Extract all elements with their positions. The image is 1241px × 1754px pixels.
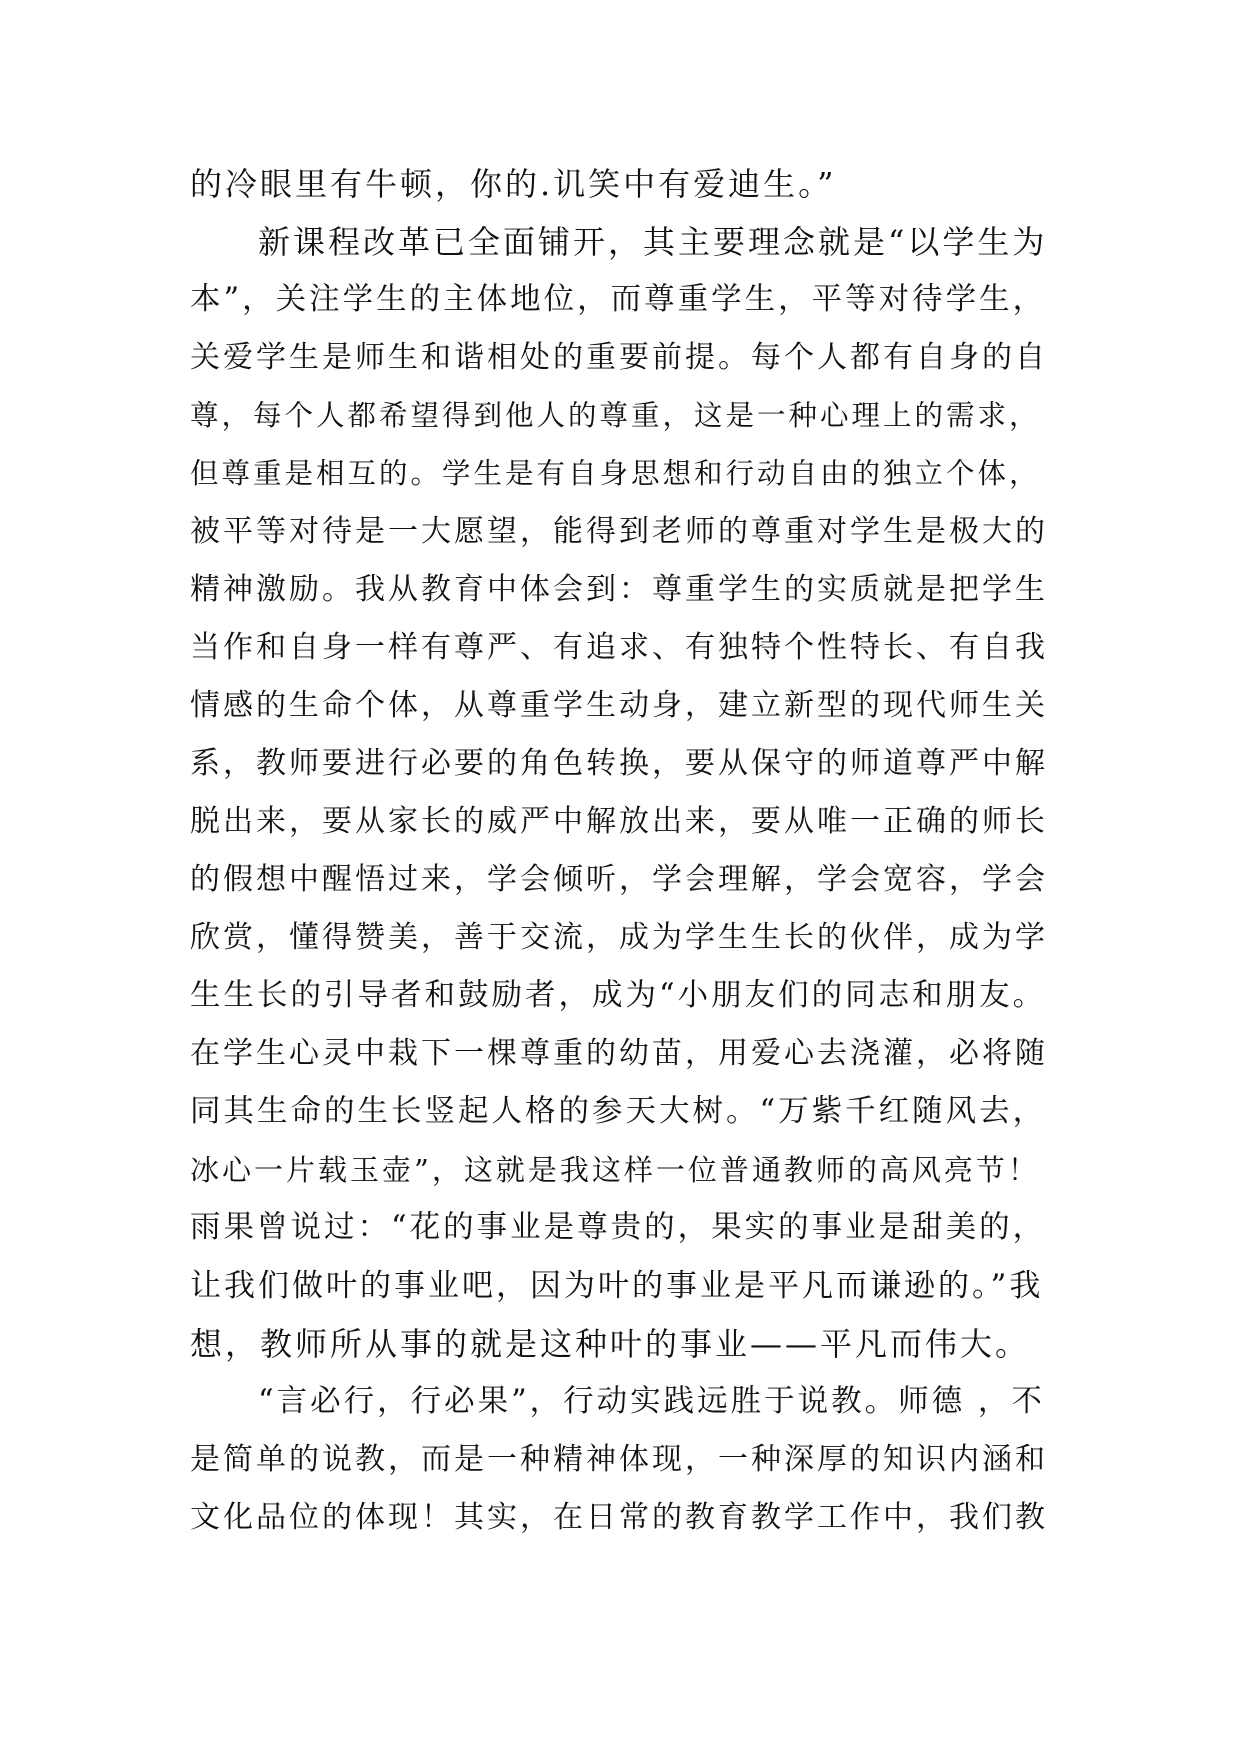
text-line: 是简单的说教，而是一种精神体现，一种深厚的知识内涵和 xyxy=(190,1442,1048,1477)
text-line: 同其生命的生长竖起人格的参天大树。“万紫千红随风去， xyxy=(190,1094,1047,1129)
text-line: 本”，关注学生的主体地位，而尊重学生，平等对待学生， xyxy=(190,282,1047,317)
text-line: 精神激励。我从教育中体会到：尊重学生的实质就是把学生 xyxy=(190,572,1048,607)
text-line: 在学生心灵中栽下一棵尊重的幼苗，用爱心去浇灌，必将随 xyxy=(190,1036,1048,1071)
paragraph-start-line: 新课程改革已全面铺开，其主要理念就是“以学生为 xyxy=(258,223,1048,261)
text-line: 尊，每个人都希望得到他人的尊重，这是一种心理上的需求， xyxy=(190,399,1041,432)
text-line: 情感的生命个体，从尊重学生动身，建立新型的现代师生关 xyxy=(190,688,1048,723)
text-line: 让我们做叶的事业吧，因为叶的事业是平凡而谦逊的。”我 xyxy=(190,1268,1044,1304)
text-line: 的假想中醒悟过来，学会倾听，学会理解，学会宽容，学会 xyxy=(190,862,1048,897)
text-line: 想，教师所从事的就是这种叶的事业——平凡而伟大。 xyxy=(190,1325,1031,1363)
text-line: 冰心一片载玉壶”，这就是我这样一位普通教师的高风亮节！ xyxy=(190,1153,1040,1187)
paragraph-start-line: “言必行，行必果”，行动实践远胜于说教。师德 ，不 xyxy=(258,1384,1045,1419)
text-line: 关爱学生是师生和谐相处的重要前提。每个人都有自身的自 xyxy=(190,340,1048,375)
text-line: 被平等对待是一大愿望，能得到老师的尊重对学生是极大的 xyxy=(190,514,1048,549)
text-line: 脱出来，要从家长的威严中解放出来，要从唯一正确的师长 xyxy=(190,804,1048,839)
text-line: 雨果曾说过：“花的事业是尊贵的，果实的事业是甜美的， xyxy=(190,1210,1047,1245)
text-line: 的冷眼里有牛顿，你的.讥笑中有爱迪生。” xyxy=(190,165,837,203)
text-line: 生生长的引导者和鼓励者，成为“小朋友们的同志和朋友。 xyxy=(190,978,1047,1013)
text-line: 但尊重是相互的。学生是有自身思想和行动自由的独立个体， xyxy=(190,457,1041,490)
text-line: 当作和自身一样有尊严、有追求、有独特个性特长、有自我 xyxy=(190,630,1048,665)
text-line: 文化品位的体现！其实，在日常的教育教学工作中，我们教 xyxy=(190,1500,1048,1535)
text-line: 欣赏，懂得赞美，善于交流，成为学生生长的伙伴，成为学 xyxy=(190,920,1048,955)
text-line: 系，教师要进行必要的角色转换，要从保守的师道尊严中解 xyxy=(190,746,1048,781)
